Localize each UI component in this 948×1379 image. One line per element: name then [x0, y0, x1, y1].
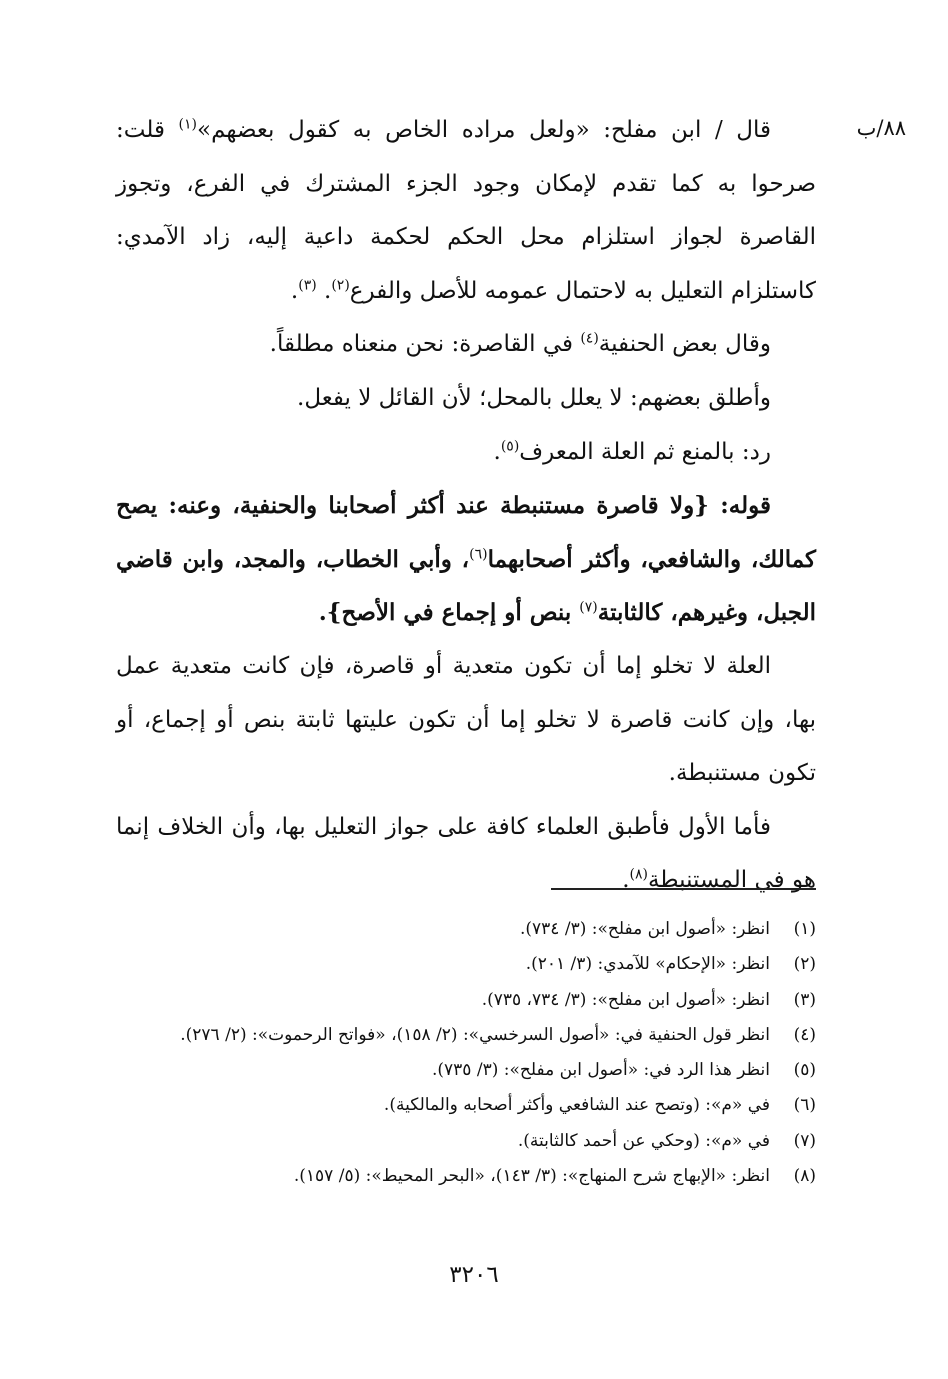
footnote-6 [96, 1088, 816, 1123]
footnote-text: انظر هذا الرد في: «أصول ابن مفلح»: (٣/ ٧٣٥). [432, 1060, 770, 1081]
footnote-number: (١) [793, 919, 816, 939]
footnote-number: (٧) [793, 1130, 816, 1151]
footnotes-section [96, 912, 816, 1194]
footnote-text: انظر: «الإبهاج شرح المنهاج»: (٣/ ١٤٣)، «البحر المحيط»: (٥/ ١٥٧). [293, 1166, 770, 1187]
footnote-ref-1[interactable]: (١) [178, 116, 197, 133]
footnote-number: (٥) [793, 1060, 816, 1081]
paragraph-4-text-b: . [493, 438, 501, 465]
footnote-number: (٤) [793, 1024, 816, 1045]
footnote-ref-6[interactable]: (٦) [469, 546, 488, 563]
footnote-text: انظر: «أصول ابن مفلح»: (٣/ ٧٣٤، ٧٣٥). [481, 989, 770, 1010]
paragraph-7-text-a: فأما الأول فأطبق العلماء كافة على جواز التعليل بها، وأن الخلاف إنما هو في المستنبطة [116, 813, 816, 894]
page-number: ٣٢٠٦ [449, 1262, 499, 1288]
footnote-3 [96, 983, 816, 1018]
paragraph-4 [116, 426, 816, 480]
footnote-ref-3[interactable]: (٣) [298, 277, 317, 294]
footnote-text: في «م»: (وحكي عن أحمد كالثابتة). [517, 1130, 770, 1151]
paragraph-2 [116, 318, 816, 372]
footnote-text: انظر قول الحنفية في: «أصول السرخسي»: (٢/ ١٥٨)، «فواتح الرحموت»: (٢/ ٢٧٦). [180, 1024, 770, 1045]
footnote-8 [96, 1159, 816, 1194]
footnote-text: انظر: «أصول ابن مفلح»: (٣/ ٧٣٤). [519, 919, 770, 939]
paragraph-4-text-a: رد: بالمنع ثم العلة المعرف [519, 438, 771, 465]
footnote-ref-2[interactable]: (٢) [331, 277, 350, 294]
main-text-body [116, 104, 816, 908]
footnote-number: (٣) [793, 989, 816, 1010]
paragraph-1-text-d: . [290, 277, 299, 304]
paragraph-1 [116, 104, 816, 318]
footnote-7 [96, 1124, 816, 1159]
folio-margin-note: ٨٨/ب [856, 116, 906, 140]
paragraph-5-quoted-matn [116, 479, 816, 640]
paragraph-6: العلة لا تخلو إما أن تكون متعدية أو قاصرة، فإن كانت متعدية عمل بها، وإن كانت قاصرة لا تخلو إما أن تكون عليتها ثابتة بنص أو إجماع، أو تكون مستنبطة. [116, 652, 816, 787]
paragraph-5-text-c: بنص أو إجماع في الأصح}. [318, 599, 580, 627]
paragraph-1-text-a: قال / ابن مفلح: «ولعل مراده الخاص به كقول بعضهم» [197, 117, 771, 143]
footnote-text: انظر: «الإحكام» للآمدي: (٣/ ٢٠١). [525, 954, 770, 975]
paragraph-3: وأطلق بعضهم: لا يعلل بالمحل؛ لأن القائل لا يفعل. [297, 384, 771, 411]
paragraph-7 [116, 801, 816, 908]
footnote-4 [96, 1018, 816, 1053]
footnote-text: في «م»: (وتصح عند الشافعي وأكثر أصحابه والمالكية). [383, 1095, 770, 1116]
paragraph-1-text-c: . [316, 277, 332, 304]
paragraph-2-text-a: وقال بعض الحنفية [598, 331, 771, 358]
footnote-number: (٦) [793, 1095, 816, 1116]
paragraph-5-text-a: قوله: {ولا قاصرة مستنبطة عند أكثر أصحابنا والحنفية، وعنه: يصح كمالك، والشافعي، وأكثر أصحابهما [116, 492, 816, 573]
paragraph-7-text-b: . [622, 867, 630, 894]
footnote-number: (٢) [793, 954, 816, 975]
footnote-separator-rule [551, 888, 816, 890]
footnote-ref-4[interactable]: (٤) [580, 330, 599, 347]
footnote-1 [96, 912, 816, 947]
footnote-5 [96, 1053, 816, 1088]
footnote-ref-8[interactable]: (٨) [629, 866, 648, 883]
footnote-2 [96, 947, 816, 982]
footnote-ref-7[interactable]: (٧) [579, 599, 598, 616]
footnote-ref-5[interactable]: (٥) [500, 437, 520, 454]
footnote-number: (٨) [793, 1166, 816, 1187]
paragraph-2-text-b: في القاصرة: نحن منعناه مطلقاً. [269, 331, 581, 358]
paragraph-1-text-b: قلت: صرحوا به كما تقدم لإمكان وجود الجزء المشترك في الفرع، وتجوز القاصرة لجواز استلزام محل الحكم لحكمة داعية إليه، زاد الآمدي: كاستلزام التعليل به لاحتمال عمومه للأصل والفرع [116, 117, 816, 304]
paragraph-5-text-b: ، وأبي الخطاب، والمجد، وابن قاضي الجبل، وغيرهم، كالثابتة [116, 545, 816, 627]
